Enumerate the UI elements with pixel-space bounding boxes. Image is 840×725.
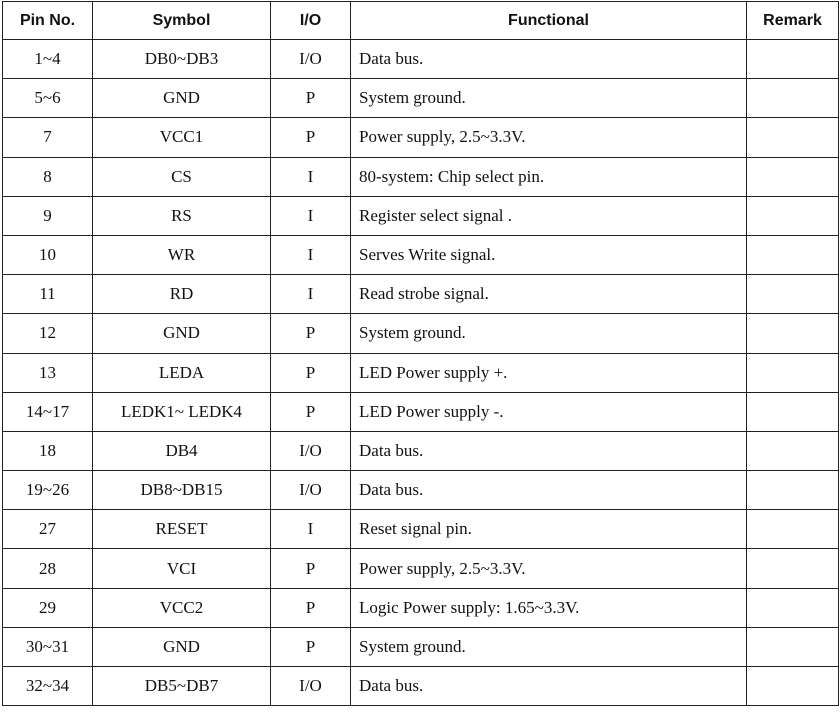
io-cell: P xyxy=(271,627,351,666)
pin-no-cell: 10 xyxy=(3,235,93,274)
pin-no-cell: 13 xyxy=(3,353,93,392)
pin-no-cell: 7 xyxy=(3,118,93,157)
symbol-cell: RD xyxy=(93,275,271,314)
remark-cell xyxy=(747,118,839,157)
header-symbol: Symbol xyxy=(93,2,271,40)
table-row xyxy=(3,588,839,627)
symbol-cell: DB5~DB7 xyxy=(93,667,271,706)
table-header-row xyxy=(3,2,839,40)
functional-cell: LED Power supply -. xyxy=(351,392,747,431)
remark-cell xyxy=(747,549,839,588)
symbol-cell: GND xyxy=(93,627,271,666)
pin-no-cell: 5~6 xyxy=(3,79,93,118)
remark-cell xyxy=(747,588,839,627)
symbol-cell: GND xyxy=(93,314,271,353)
table-row xyxy=(3,275,839,314)
functional-cell: Data bus. xyxy=(351,40,747,79)
functional-cell: System ground. xyxy=(351,314,747,353)
functional-cell: Reset signal pin. xyxy=(351,510,747,549)
table-body xyxy=(3,40,839,706)
pin-no-cell: 32~34 xyxy=(3,667,93,706)
symbol-cell: WR xyxy=(93,235,271,274)
symbol-cell: LEDK1~ LEDK4 xyxy=(93,392,271,431)
io-cell: I xyxy=(271,510,351,549)
functional-cell: System ground. xyxy=(351,627,747,666)
functional-cell: Data bus. xyxy=(351,471,747,510)
pin-no-cell: 18 xyxy=(3,431,93,470)
io-cell: I/O xyxy=(271,471,351,510)
symbol-cell: VCI xyxy=(93,549,271,588)
remark-cell xyxy=(747,40,839,79)
table-row xyxy=(3,431,839,470)
symbol-cell: DB8~DB15 xyxy=(93,471,271,510)
table-row xyxy=(3,549,839,588)
table-row xyxy=(3,353,839,392)
pin-no-cell: 28 xyxy=(3,549,93,588)
io-cell: I xyxy=(271,275,351,314)
table-row xyxy=(3,235,839,274)
remark-cell xyxy=(747,510,839,549)
remark-cell xyxy=(747,79,839,118)
pin-definition-table xyxy=(2,1,839,706)
remark-cell xyxy=(747,667,839,706)
remark-cell xyxy=(747,235,839,274)
table-row xyxy=(3,314,839,353)
table-row xyxy=(3,40,839,79)
io-cell: P xyxy=(271,588,351,627)
symbol-cell: DB0~DB3 xyxy=(93,40,271,79)
table-row xyxy=(3,118,839,157)
remark-cell xyxy=(747,157,839,196)
functional-cell: Power supply, 2.5~3.3V. xyxy=(351,118,747,157)
symbol-cell: VCC2 xyxy=(93,588,271,627)
header-io: I/O xyxy=(271,2,351,40)
symbol-cell: DB4 xyxy=(93,431,271,470)
remark-cell xyxy=(747,275,839,314)
remark-cell xyxy=(747,196,839,235)
table-row xyxy=(3,79,839,118)
io-cell: I xyxy=(271,157,351,196)
symbol-cell: RESET xyxy=(93,510,271,549)
pin-no-cell: 30~31 xyxy=(3,627,93,666)
io-cell: I/O xyxy=(271,431,351,470)
remark-cell xyxy=(747,431,839,470)
table-row xyxy=(3,510,839,549)
remark-cell xyxy=(747,353,839,392)
io-cell: P xyxy=(271,118,351,157)
io-cell: P xyxy=(271,353,351,392)
io-cell: P xyxy=(271,79,351,118)
pin-no-cell: 1~4 xyxy=(3,40,93,79)
functional-cell: Read strobe signal. xyxy=(351,275,747,314)
pin-no-cell: 19~26 xyxy=(3,471,93,510)
functional-cell: Data bus. xyxy=(351,667,747,706)
functional-cell: System ground. xyxy=(351,79,747,118)
remark-cell xyxy=(747,314,839,353)
pin-no-cell: 9 xyxy=(3,196,93,235)
remark-cell xyxy=(747,627,839,666)
symbol-cell: LEDA xyxy=(93,353,271,392)
functional-cell: Register select signal . xyxy=(351,196,747,235)
remark-cell xyxy=(747,392,839,431)
table-row xyxy=(3,157,839,196)
io-cell: P xyxy=(271,314,351,353)
pin-no-cell: 8 xyxy=(3,157,93,196)
symbol-cell: GND xyxy=(93,79,271,118)
symbol-cell: VCC1 xyxy=(93,118,271,157)
pin-no-cell: 12 xyxy=(3,314,93,353)
symbol-cell: RS xyxy=(93,196,271,235)
pin-no-cell: 29 xyxy=(3,588,93,627)
pin-no-cell: 14~17 xyxy=(3,392,93,431)
functional-cell: Logic Power supply: 1.65~3.3V. xyxy=(351,588,747,627)
functional-cell: Power supply, 2.5~3.3V. xyxy=(351,549,747,588)
io-cell: P xyxy=(271,549,351,588)
io-cell: I xyxy=(271,196,351,235)
functional-cell: 80-system: Chip select pin. xyxy=(351,157,747,196)
io-cell: I/O xyxy=(271,40,351,79)
io-cell: P xyxy=(271,392,351,431)
symbol-cell: CS xyxy=(93,157,271,196)
io-cell: I/O xyxy=(271,667,351,706)
table-row xyxy=(3,471,839,510)
header-functional: Functional xyxy=(351,2,747,40)
functional-cell: Serves Write signal. xyxy=(351,235,747,274)
pin-no-cell: 11 xyxy=(3,275,93,314)
functional-cell: LED Power supply +. xyxy=(351,353,747,392)
header-remark: Remark xyxy=(747,2,839,40)
pin-no-cell: 27 xyxy=(3,510,93,549)
io-cell: I xyxy=(271,235,351,274)
table-row xyxy=(3,667,839,706)
table-row xyxy=(3,392,839,431)
remark-cell xyxy=(747,471,839,510)
table-row xyxy=(3,627,839,666)
table-row xyxy=(3,196,839,235)
functional-cell: Data bus. xyxy=(351,431,747,470)
header-pin-no: Pin No. xyxy=(3,2,93,40)
